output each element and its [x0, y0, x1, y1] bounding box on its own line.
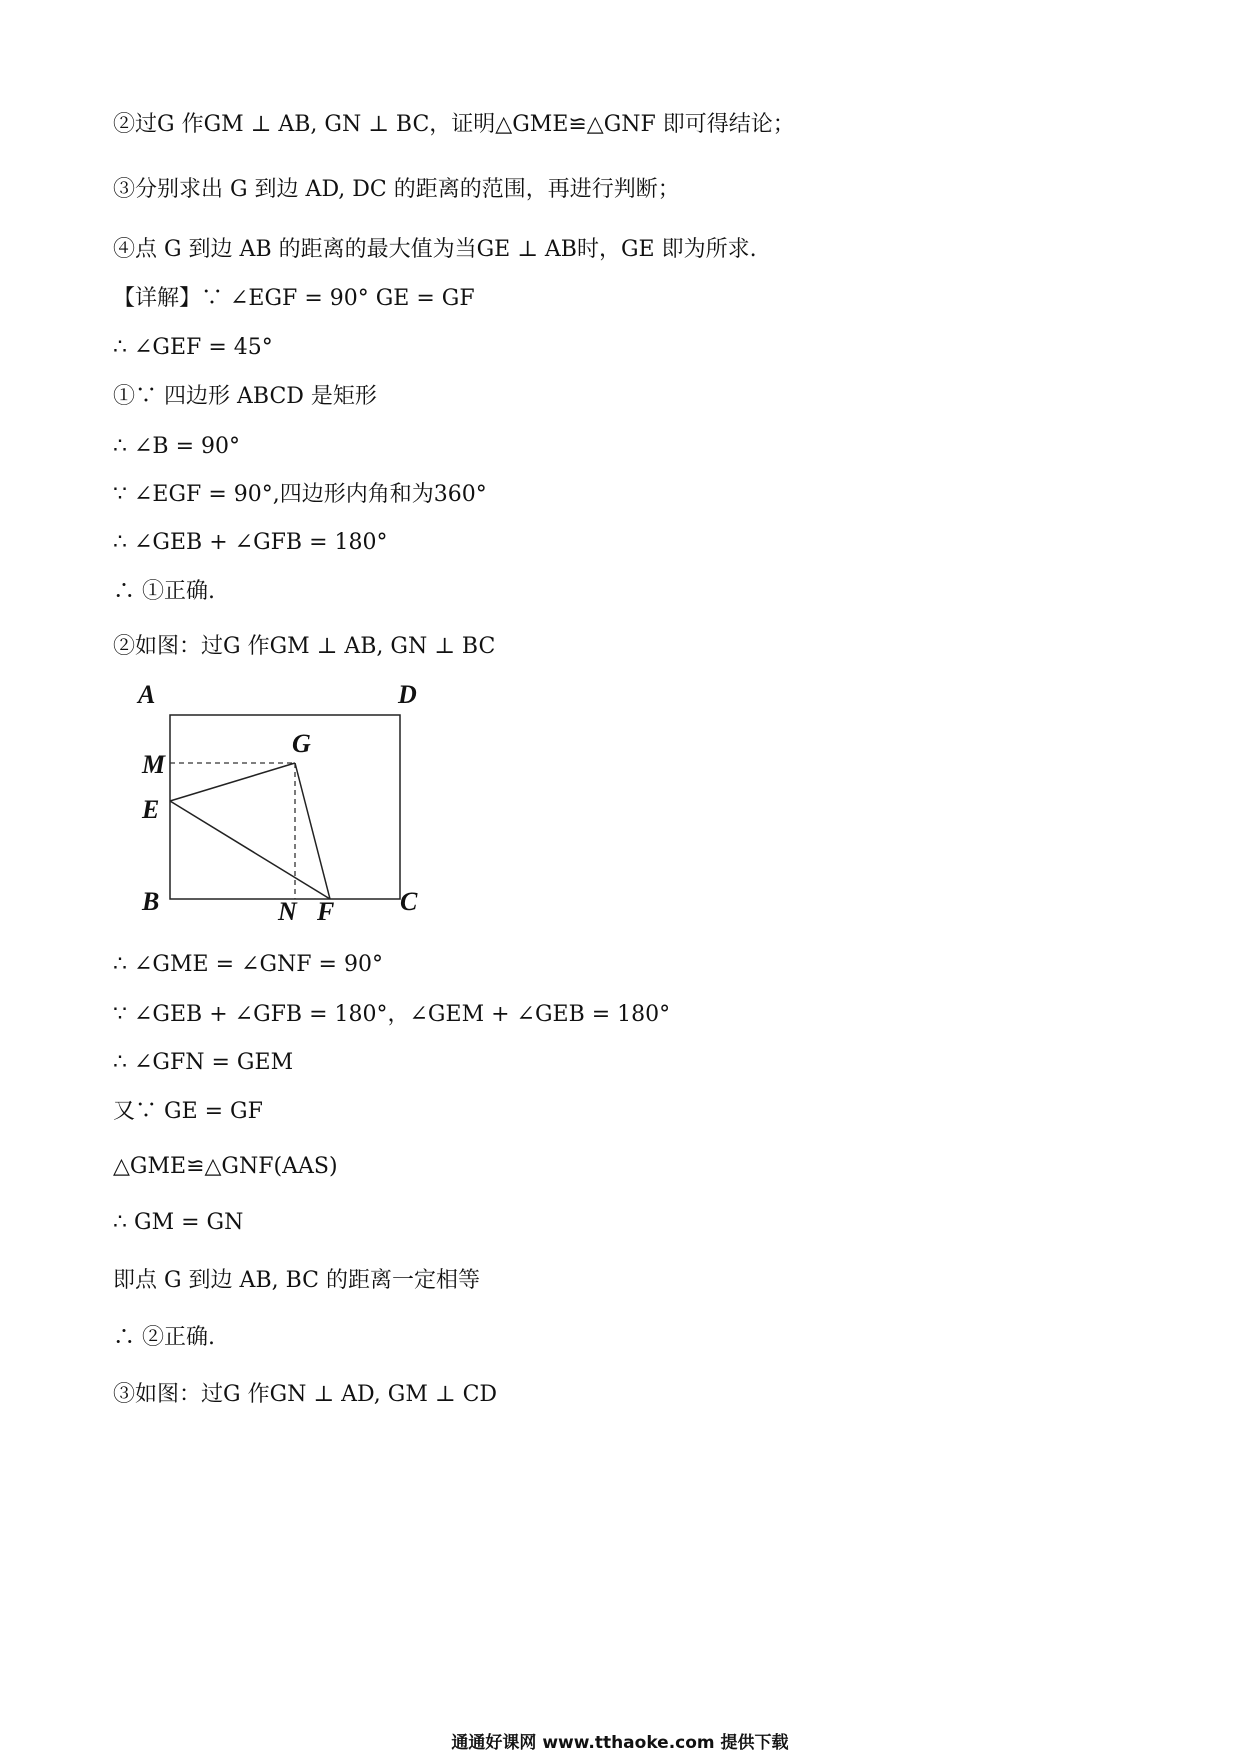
text-line-11: ②如图：过G 作GM ⊥ AB, GN ⊥ BC [113, 634, 496, 659]
text-line-3: ④点 G 到边 AB 的距离的最大值为当GE ⊥ AB时，GE 即为所求. [113, 237, 757, 262]
text-line-4: 【详解】∵ ∠EGF = 90° GE = GF [113, 286, 475, 311]
text-line-10: ∴ ①正确. [113, 579, 215, 604]
label-c: C [400, 887, 418, 916]
text-line-5: ∴ ∠GEF = 45° [113, 335, 273, 360]
text-line-17: ∴ GM = GN [113, 1210, 244, 1235]
label-f: F [317, 897, 335, 926]
text-line-9: ∴ ∠GEB + ∠GFB = 180° [113, 530, 388, 555]
text-line-12: ∴ ∠GME = ∠GNF = 90° [113, 952, 383, 977]
text-line-6: ①∵ 四边形 ABCD 是矩形 [113, 384, 377, 409]
label-e: E [142, 795, 160, 824]
label-n: N [278, 897, 297, 926]
geometry-figure [130, 680, 450, 940]
text-line-7: ∴ ∠B = 90° [113, 434, 241, 459]
page-footer: 通通好课网 www.tthaoke.com 提供下载 [451, 1733, 789, 1753]
text-line-1: ②过G 作GM ⊥ AB, GN ⊥ BC，证明△GME≌△GNF 即可得结论； [113, 112, 795, 137]
text-line-16: △GME≌△GNF(AAS) [113, 1154, 338, 1179]
text-line-14: ∴ ∠GFN = GEM [113, 1050, 294, 1075]
text-line-18: 即点 G 到边 AB, BC 的距离一定相等 [113, 1268, 480, 1293]
text-line-2: ③分别求出 G 到边 AD, DC 的距离的范围，再进行判断； [113, 177, 680, 202]
segment-eg [170, 763, 295, 801]
label-m: M [142, 750, 166, 779]
text-line-20: ③如图：过G 作GN ⊥ AD, GM ⊥ CD [113, 1382, 498, 1407]
label-d: D [398, 680, 417, 709]
text-line-13: ∵ ∠GEB + ∠GFB = 180°，∠GEM + ∠GEB = 180° [113, 1002, 671, 1027]
segment-ef [170, 801, 330, 899]
segment-gf [295, 763, 330, 899]
text-line-8: ∵ ∠EGF = 90°,四边形内角和为360° [113, 482, 487, 507]
label-a: A [138, 680, 156, 709]
label-g: G [292, 729, 311, 758]
text-line-15: 又∵ GE = GF [113, 1099, 263, 1124]
label-b: B [142, 887, 160, 916]
text-line-19: ∴ ②正确. [113, 1325, 215, 1350]
